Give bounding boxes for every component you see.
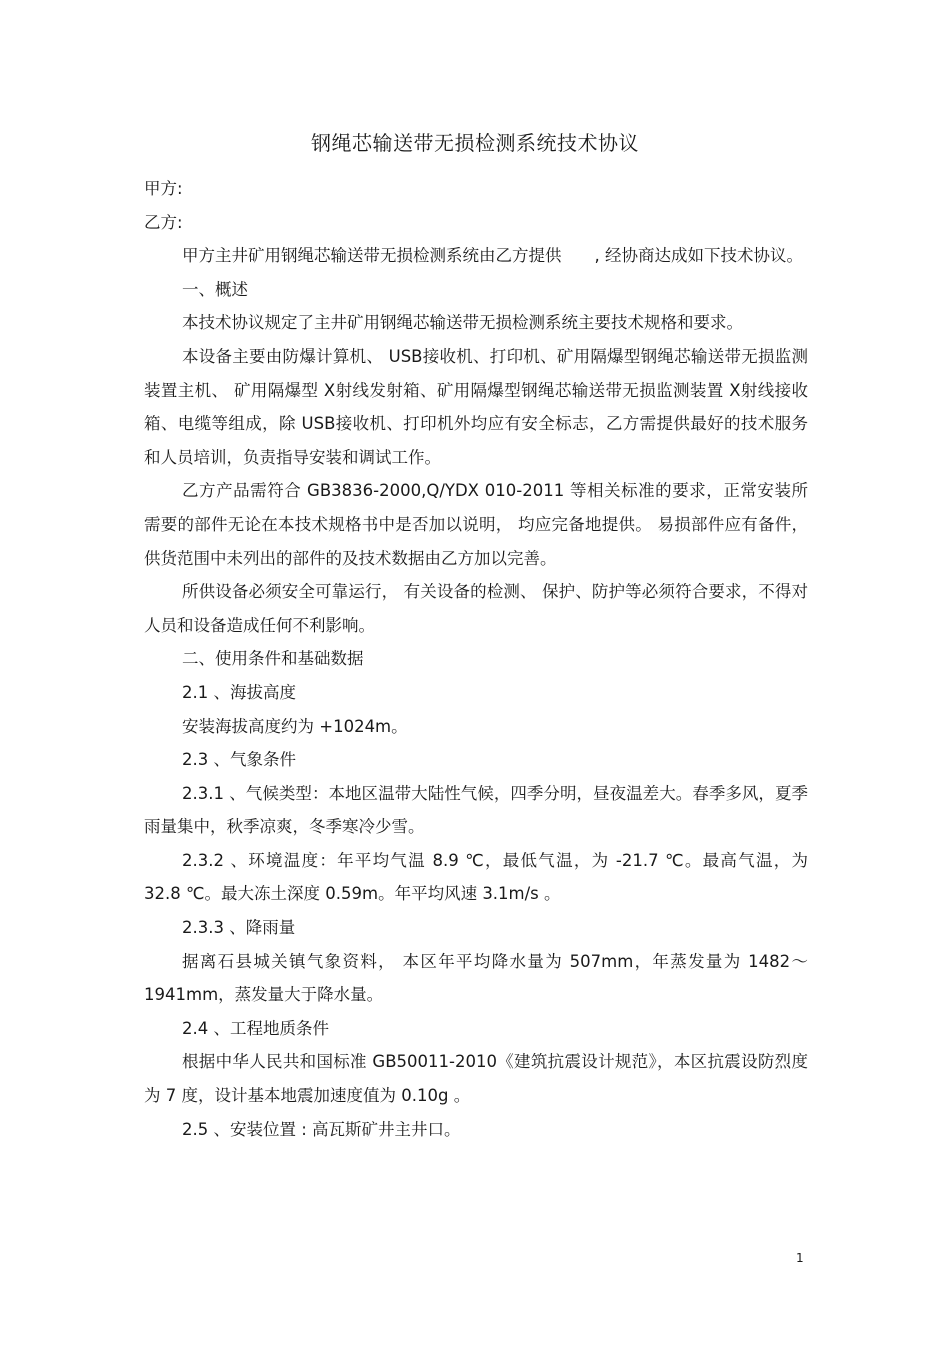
rainfall-paragraph: 据离石县城关镇气象资料， 本区年平均降水量为 507mm，年蒸发量为 1482～1941mm，蒸发量大于降水量。	[144, 951, 808, 1005]
altitude-value: 安装海拔高度约为 +1024m。	[182, 716, 408, 736]
page-number: 1	[796, 1251, 804, 1265]
temperature-paragraph: 2.3.2 、环境温度：年平均气温 8.9 ℃，最低气温，为 -21.7 ℃。最高气温，为 32.8 ℃。最大冻土深度 0.59m。年平均风速 3.1m/s 。	[144, 850, 808, 904]
safety-paragraph: 所供设备必须安全可靠运行， 有关设备的检测、 保护、防护等必须符合要求，不得对人员和设备造成任何不利影响。	[144, 582, 808, 635]
geology-paragraph: 根据中华人民共和国标准 GB50011-2010《建筑抗震设计规范》，本区抗震设防烈度为 7 度，设计基本地震加速度值为 0.10g 。	[144, 1052, 808, 1106]
party-b-label: 乙方:	[144, 212, 183, 232]
subsection-rainfall: 2.3.3 、降雨量	[182, 918, 296, 938]
climate-type-paragraph: 2.3.1 、气候类型：本地区温带大陆性气候，四季分明，昼夜温差大。春季多风，夏季雨量集中，秋季凉爽，冬季寒冷少雪。	[144, 783, 808, 837]
section-heading-overview: 一、概述	[182, 279, 248, 299]
subsection-weather: 2.3 、气象条件	[182, 750, 296, 770]
subsection-geology: 2.4 、工程地质条件	[182, 1018, 329, 1038]
installation-location: 2.5 、安装位置 : 高瓦斯矿井主井口。	[182, 1119, 461, 1139]
subsection-altitude: 2.1 、海拔高度	[182, 682, 296, 702]
document-body	[144, 172, 808, 1146]
overview-paragraph: 本技术协议规定了主井矿用钢绳芯输送带无损检测系统主要技术规格和要求。	[182, 313, 743, 333]
standards-paragraph: 乙方产品需符合 GB3836-2000,Q/YDX 010-2011 等相关标准的要求，正常安装所需要的部件无论在本技术规格书中是否加以说明， 均应完备地提供。 易损部件应有备件，供货范围中未列出的部件的及技术数据由乙方加以完善。	[144, 481, 808, 568]
document-title: 钢绳芯输送带无损检测系统技术协议	[311, 131, 639, 155]
section-heading-conditions: 二、使用条件和基础数据	[182, 649, 364, 669]
equipment-composition-paragraph: 本设备主要由防爆计算机、 USB接收机、打印机、矿用隔爆型钢绳芯输送带无损监测装置主机、 矿用隔爆型 X射线发射箱、矿用隔爆型钢绳芯输送带无损监测装置 X射线接收箱、电缆等组成，除 USB接收机、打印机外均应有安全标志，乙方需提供最好的技术服务和人员培训，负责指导安装和调试工作。	[144, 346, 808, 467]
intro-paragraph: 甲方主井矿用钢绳芯输送带无损检测系统由乙方提供 , 经协商达成如下技术协议。	[182, 246, 803, 266]
party-a-label: 甲方:	[144, 179, 183, 198]
